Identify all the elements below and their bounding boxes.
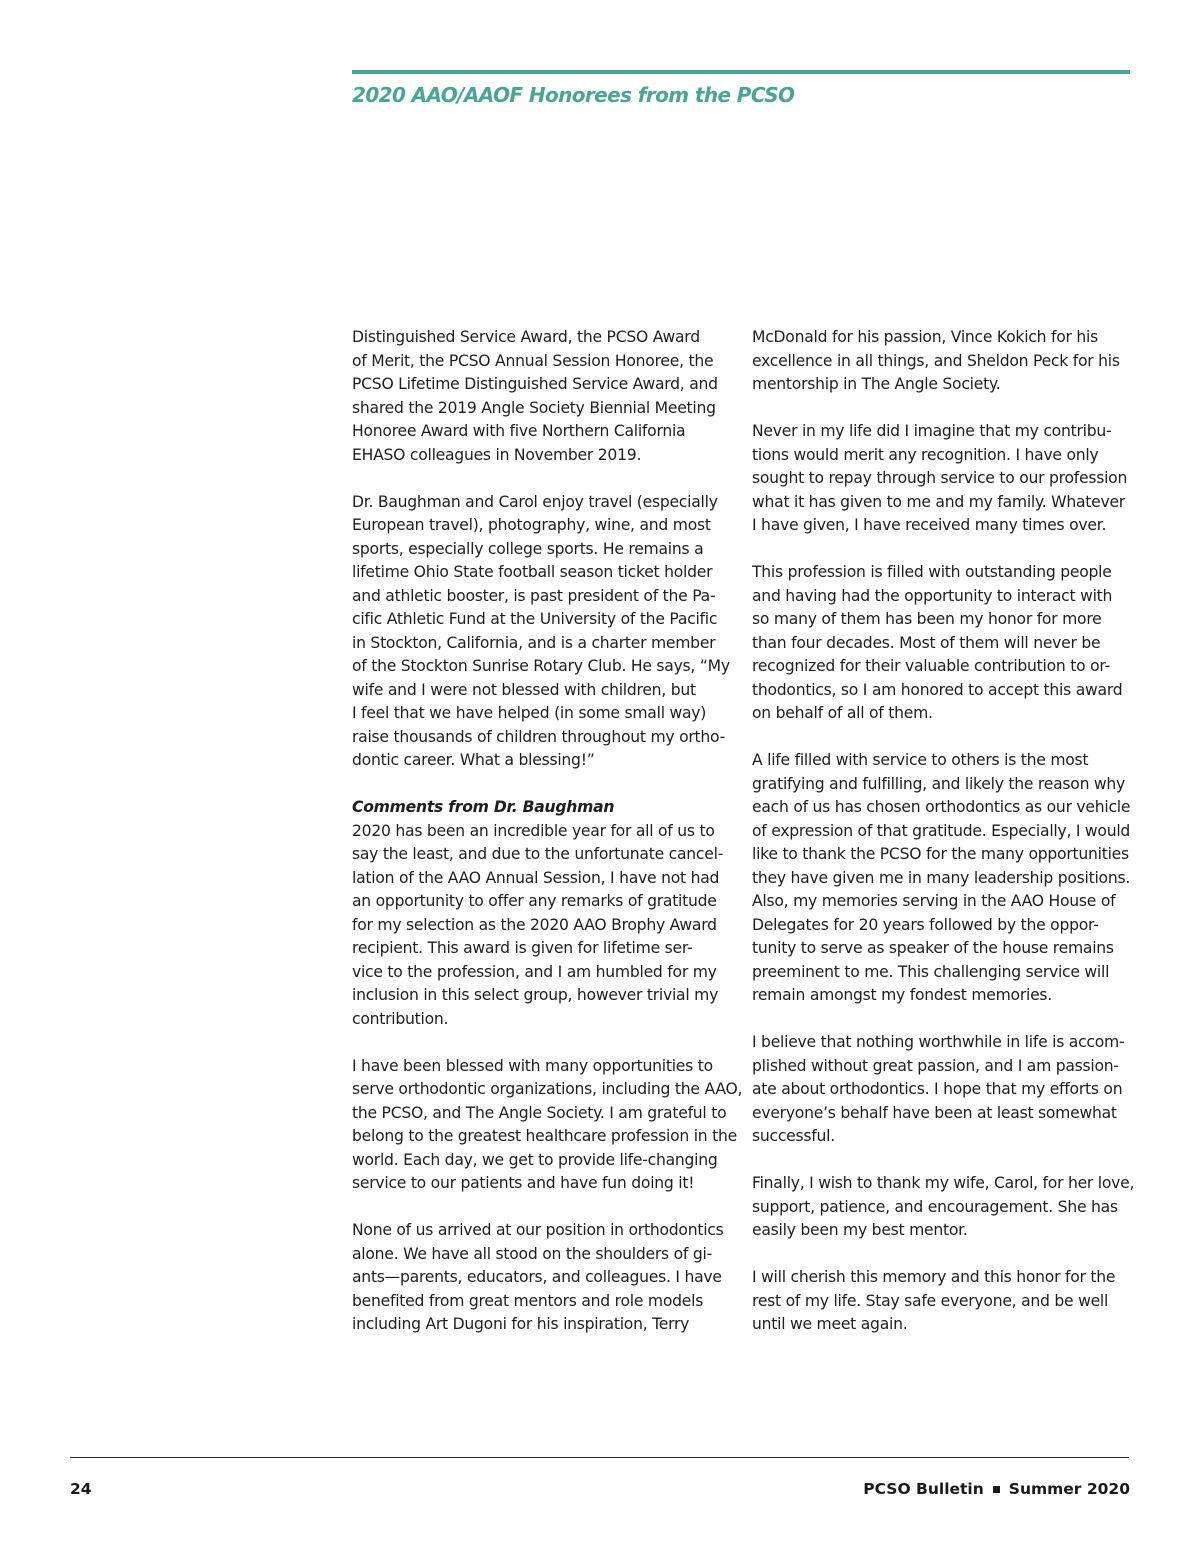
text-line: dontic career. What a blessing!”	[352, 751, 595, 769]
text-line: Never in my life did I imagine that my contribu-	[752, 422, 1112, 440]
text-line: I have given, I have received many times over.	[752, 516, 1107, 534]
text-line: belong to the greatest healthcare profession in the	[352, 1127, 737, 1145]
text-line: of Merit, the PCSO Annual Session Honoree, the	[352, 351, 714, 370]
text-line: European travel), photography, wine, and most	[352, 516, 711, 534]
text-line: thodontics, so I am honored to accept this award	[752, 680, 1123, 699]
text-line: Honoree Award with five Northern California	[352, 422, 686, 440]
text-line: I feel that we have helped (in some small way)	[352, 704, 707, 722]
text-line: an opportunity to offer any remarks of gratitude	[352, 892, 717, 910]
text-line: Dr. Baughman and Carol enjoy travel (especially	[352, 492, 718, 511]
text-line: support, patience, and encouragement. She has	[752, 1197, 1118, 1216]
text-line: EHASO colleagues in November 2019.	[352, 445, 642, 464]
issue-label: Summer 2020	[1008, 1480, 1130, 1498]
paragraph	[752, 326, 1132, 397]
text-line: plished without great passion, and I am passion-	[752, 1056, 1119, 1075]
text-line: This profession is filled with outstanding people	[752, 563, 1112, 581]
text-line: lation of the AAO Annual Session, I have not had	[352, 868, 720, 887]
text-line: of expression of that gratitude. Especially, I would	[752, 821, 1131, 840]
paragraph	[752, 561, 1132, 726]
text-line: they have given me in many leadership positions.	[752, 868, 1131, 887]
text-line: what it has given to me and my family. Whatever	[752, 492, 1125, 511]
text-line: gratifying and fulfilling, and likely the reason why	[752, 774, 1126, 793]
text-line: and having had the opportunity to interact with	[752, 586, 1113, 605]
text-line: and athletic booster, is past president of the Pa-	[352, 586, 716, 605]
text-line: Finally, I wish to thank my wife, Carol, for her love,	[752, 1174, 1135, 1192]
text-line: A life filled with service to others is the most	[752, 751, 1089, 769]
text-line: of the Stockton Sunrise Rotary Club. He says, “My	[352, 657, 730, 675]
text-line: wife and I were not blessed with children, but	[352, 680, 696, 699]
left-column	[352, 326, 743, 1360]
paragraph	[752, 420, 1132, 538]
text-line: vice to the profession, and I am humbled for my	[352, 962, 717, 981]
text-line: recognized for their valuable contribution to or-	[752, 657, 1110, 675]
text-line: on behalf of all of them.	[752, 704, 933, 722]
text-line: including Art Dugoni for his inspiration, Terry	[352, 1315, 690, 1333]
text-line: I believe that nothing worthwhile in life is accom-	[752, 1033, 1125, 1051]
text-line: inclusion in this select group, however trivial my	[352, 986, 719, 1004]
text-line: successful.	[752, 1127, 835, 1145]
text-line: shared the 2019 Angle Society Biennial Meeting	[352, 398, 716, 417]
text-line: remain amongst my fondest memories.	[752, 986, 1053, 1004]
text-line: Delegates for 20 years followed by the oppor-	[752, 915, 1099, 934]
paragraph	[752, 1172, 1135, 1243]
paragraph	[352, 1219, 732, 1337]
text-line: raise thousands of children throughout my ortho-	[352, 727, 725, 746]
section-title: 2020 AAO/AAOF Honorees from the PCSO	[352, 83, 795, 107]
text-line: than four decades. Most of them will never be	[752, 633, 1101, 652]
text-line: I have been blessed with many opportunities to	[352, 1056, 713, 1075]
text-line: service to our patients and have fun doing it!	[352, 1174, 695, 1192]
paragraph	[352, 1055, 743, 1196]
text-line: I will cherish this memory and this honor for the	[752, 1268, 1116, 1286]
text-line: everyone’s behalf have been at least somewhat	[752, 1103, 1117, 1122]
text-line: sports, especially college sports. He remains a	[352, 539, 704, 558]
text-line: cific Athletic Fund at the University of the Pacific	[352, 610, 718, 628]
text-line: in Stockton, California, and is a charter member	[352, 633, 716, 652]
text-line: Distinguished Service Award, the PCSO Award	[352, 328, 700, 346]
text-line: world. Each day, we get to provide life-changing	[352, 1150, 718, 1169]
square-bullet-icon	[993, 1486, 1000, 1493]
footer-publication-info	[863, 1480, 1130, 1498]
text-line: alone. We have all stood on the shoulders of gi-	[352, 1244, 712, 1263]
text-line: contribution.	[352, 1009, 449, 1028]
text-line: each of us has chosen orthodontics as our vehicle	[752, 798, 1131, 816]
text-line: 2020 has been an incredible year for all of us to	[352, 821, 715, 840]
text-line: None of us arrived at our position in orthodontics	[352, 1221, 724, 1239]
text-line: for my selection as the 2020 AAO Brophy Award	[352, 915, 717, 934]
text-line: until we meet again.	[752, 1315, 908, 1333]
text-line: tions would merit any recognition. I have only	[752, 445, 1099, 464]
footer-rule	[70, 1457, 1129, 1458]
text-line: so many of them has been my honor for more	[752, 610, 1102, 628]
text-line: preeminent to me. This challenging service will	[752, 962, 1110, 981]
paragraph	[752, 749, 1132, 1008]
text-line: serve orthodontic organizations, including the AAO,	[352, 1080, 743, 1098]
page-number: 24	[70, 1480, 92, 1498]
text-line: like to thank the PCSO for the many opportunities	[752, 845, 1129, 863]
text-line: PCSO Lifetime Distinguished Service Award, and	[352, 375, 718, 393]
paragraph	[352, 796, 732, 1031]
text-line: say the least, and due to the unfortunate cancel-	[352, 845, 724, 863]
text-line: tunity to serve as speaker of the house remains	[752, 939, 1114, 957]
text-line: sought to repay through service to our profession	[752, 469, 1128, 487]
publication-name: PCSO Bulletin	[863, 1480, 984, 1498]
text-line: mentorship in The Angle Society.	[752, 375, 1001, 393]
text-line: benefited from great mentors and role models	[352, 1291, 704, 1310]
paragraph	[352, 326, 732, 467]
right-column	[752, 326, 1135, 1360]
paragraph	[752, 1031, 1132, 1149]
paragraph	[752, 1266, 1132, 1337]
text-line: easily been my best mentor.	[752, 1221, 968, 1239]
text-line: excellence in all things, and Sheldon Peck for his	[752, 351, 1120, 370]
text-line: ate about orthodontics. I hope that my efforts on	[752, 1080, 1123, 1098]
text-line: ants—parents, educators, and colleagues. I have	[352, 1268, 722, 1286]
header-rule	[352, 70, 1130, 74]
text-line: Also, my memories serving in the AAO House of	[752, 892, 1116, 910]
text-line: recipient. This award is given for lifetime ser-	[352, 939, 693, 957]
text-line: lifetime Ohio State football season ticket holder	[352, 563, 713, 581]
paragraph	[352, 491, 732, 773]
subheading: Comments from Dr. Baughman	[352, 798, 615, 816]
text-line: rest of my life. Stay safe everyone, and be well	[752, 1291, 1109, 1310]
text-line: McDonald for his passion, Vince Kokich for his	[752, 328, 1098, 346]
text-line: the PCSO, and The Angle Society. I am grateful to	[352, 1103, 727, 1122]
